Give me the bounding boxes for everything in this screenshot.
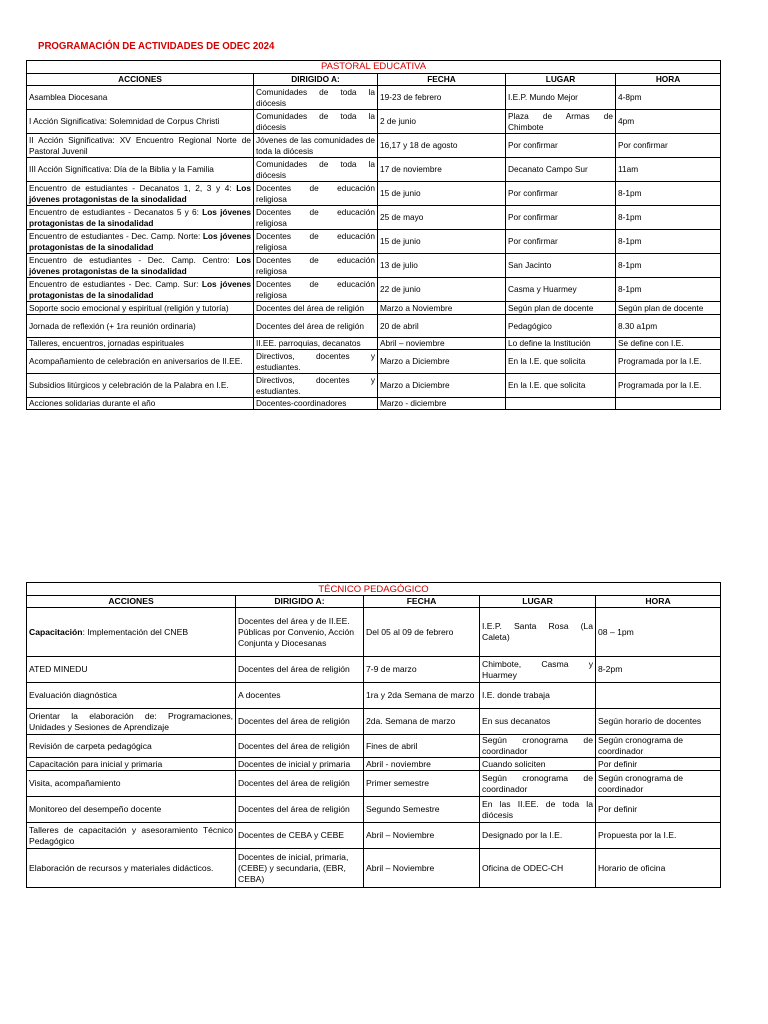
cell-dirigido: Docentes del área de religión <box>254 315 378 338</box>
cell-lugar: I.E.P. Santa Rosa (La Caleta) <box>480 608 596 657</box>
header-acciones: ACCIONES <box>27 596 236 608</box>
table-row <box>27 683 721 709</box>
table-row <box>27 230 721 254</box>
header-lugar: LUGAR <box>480 596 596 608</box>
cell-hora <box>596 683 721 709</box>
cell-fecha: Abril – Noviembre <box>364 823 480 849</box>
cell-fecha: Marzo a Noviembre <box>378 302 506 315</box>
cell-lugar: Por confirmar <box>506 206 616 230</box>
accion-text: Talleres de capacitación y asesoramiento Técnico Pedagógico <box>29 824 233 846</box>
table-row <box>27 735 721 758</box>
cell-dirigido: Docentes del área de religión <box>236 797 364 823</box>
cell-dirigido: Comunidades de toda la diócesis <box>254 110 378 134</box>
cell-accion <box>27 86 254 110</box>
cell-fecha: 19-23 de febrero <box>378 86 506 110</box>
accion-text: Encuentro de estudiantes - Dec. Camp. Centro: <box>29 255 237 265</box>
table-row <box>27 608 721 657</box>
table-row <box>27 849 721 888</box>
accion-text: Encuentro de estudiantes - Dec. Camp. Sur: <box>29 279 202 289</box>
cell-dirigido: Docentes de educación religiosa <box>254 182 378 206</box>
cell-lugar: Oficina de ODEC-CH <box>480 849 596 888</box>
cell-hora: 8-1pm <box>616 182 721 206</box>
cell-hora: 8.30 a1pm <box>616 315 721 338</box>
table-row <box>27 254 721 278</box>
cell-accion <box>27 338 254 350</box>
cell-lugar: I.E.P. Mundo Mejor <box>506 86 616 110</box>
pastoral-section-title: PASTORAL EDUCATIVA <box>27 61 721 74</box>
cell-accion <box>27 254 254 278</box>
cell-hora: Según cronograma de coordinador <box>596 735 721 758</box>
cell-hora: 11am <box>616 158 721 182</box>
cell-lugar: En la I.E. que solicita <box>506 350 616 374</box>
cell-lugar: Por confirmar <box>506 182 616 206</box>
table-row <box>27 315 721 338</box>
cell-hora: 8-2pm <box>596 657 721 683</box>
accion-text: Asamblea Diocesana <box>29 92 108 103</box>
cell-hora: Según horario de docentes <box>596 709 721 735</box>
cell-lugar: Decanato Campo Sur <box>506 158 616 182</box>
table-row <box>27 134 721 158</box>
cell-accion <box>27 735 236 758</box>
cell-hora: Horario de oficina <box>596 849 721 888</box>
cell-lugar: Lo define la Institución <box>506 338 616 350</box>
table-row <box>27 657 721 683</box>
cell-lugar: Por confirmar <box>506 230 616 254</box>
accion-text: III Acción Significativa: Día de la Biblia y la Familia <box>29 164 214 175</box>
table-row <box>27 182 721 206</box>
accion-emphasis: Capacitación <box>29 626 83 637</box>
header-acciones: ACCIONES <box>27 74 254 86</box>
table-row <box>27 206 721 230</box>
table-row <box>27 350 721 374</box>
accion-text: Jornada de reflexión (+ 1ra reunión ordinaria) <box>29 320 196 331</box>
cell-accion <box>27 771 236 797</box>
cell-lugar: Según plan de docente <box>506 302 616 315</box>
cell-fecha: 2 de junio <box>378 110 506 134</box>
cell-accion <box>27 278 254 302</box>
table-row <box>27 278 721 302</box>
accion-text: Talleres, encuentros, jornadas espirituales <box>29 338 184 349</box>
accion-text: Encuentro de estudiantes - Decanatos 5 y 6: <box>29 207 203 217</box>
table-row <box>27 110 721 134</box>
cell-fecha: 13 de julio <box>378 254 506 278</box>
cell-fecha: 1ra y 2da Semana de marzo <box>364 683 480 709</box>
cell-dirigido: Docentes de educación religiosa <box>254 230 378 254</box>
cell-dirigido: Docentes del área y de II.EE. Públicas por Convenio, Acción Conjunta y Diocesanas <box>236 608 364 657</box>
cell-accion <box>27 230 254 254</box>
cell-fecha: 16,17 y 18 de agosto <box>378 134 506 158</box>
tecnico-table <box>26 582 721 888</box>
cell-accion <box>27 657 236 683</box>
cell-accion <box>27 158 254 182</box>
cell-fecha: Abril – Noviembre <box>364 849 480 888</box>
cell-fecha: 22 de junio <box>378 278 506 302</box>
cell-lugar <box>506 398 616 410</box>
cell-hora: Según plan de docente <box>616 302 721 315</box>
cell-lugar: En sus decanatos <box>480 709 596 735</box>
cell-accion <box>27 823 236 849</box>
cell-lugar: Pedagógico <box>506 315 616 338</box>
accion-text: Visita, acompañamiento <box>29 778 121 788</box>
cell-fecha: 2da. Semana de marzo <box>364 709 480 735</box>
cell-fecha: Segundo Semestre <box>364 797 480 823</box>
cell-accion <box>27 709 236 735</box>
accion-text: Revisión de carpeta pedagógica <box>29 740 152 751</box>
cell-accion <box>27 302 254 315</box>
header-fecha: FECHA <box>378 74 506 86</box>
cell-accion <box>27 758 236 771</box>
cell-hora <box>616 398 721 410</box>
table-row <box>27 797 721 823</box>
cell-fecha: 15 de junio <box>378 182 506 206</box>
tecnico-section-title: TÉCNICO PEDAGÓGICO <box>27 583 721 596</box>
accion-text: II Acción Significativa: XV Encuentro Regional Norte de Pastoral Juvenil <box>29 135 251 156</box>
cell-hora: Programada por la I.E. <box>616 350 721 374</box>
accion-text: Soporte socio emocional y espiritual (religión y tutoría) <box>29 302 229 313</box>
accion-text: Acciones solidarias durante el año <box>29 398 156 409</box>
cell-accion <box>27 374 254 398</box>
cell-fecha: Primer semestre <box>364 771 480 797</box>
cell-dirigido: Docentes del área de religión <box>236 735 364 758</box>
table-row <box>27 158 721 182</box>
table-row <box>27 302 721 315</box>
cell-dirigido: Jóvenes de las comunidades de toda la diócesis <box>254 134 378 158</box>
document-title: PROGRAMACIÓN DE ACTIVIDADES DE ODEC 2024 <box>38 40 275 52</box>
cell-accion <box>27 182 254 206</box>
accion-emphasis: Los jóvenes protagonistas de la sinodalidad <box>29 231 251 252</box>
accion-text: ATED MINEDU <box>29 664 88 674</box>
table-row <box>27 338 721 350</box>
accion-text: Capacitación para inicial y primaria <box>29 758 163 769</box>
accion-text: Orientar la elaboración de: Programaciones, Unidades y Sesiones de Aprendizaje <box>29 710 233 732</box>
cell-lugar: En las II.EE. de toda la diócesis <box>480 797 596 823</box>
accion-text: I Acción Significativa: Solemnidad de Corpus Christi <box>29 116 220 127</box>
cell-accion <box>27 849 236 888</box>
cell-accion <box>27 398 254 410</box>
cell-fecha: 25 de mayo <box>378 206 506 230</box>
accion-text: Encuentro de estudiantes - Dec. Camp. Norte: <box>29 231 203 241</box>
accion-text: Elaboración de recursos y materiales didácticos. <box>29 862 214 873</box>
cell-dirigido: Docentes de educación religiosa <box>254 278 378 302</box>
cell-accion <box>27 110 254 134</box>
accion-text: Monitoreo del desempeño docente <box>29 804 162 814</box>
cell-dirigido: A docentes <box>236 683 364 709</box>
table-row <box>27 758 721 771</box>
cell-fecha: Fines de abril <box>364 735 480 758</box>
cell-dirigido: Docentes de educación religiosa <box>254 254 378 278</box>
accion-text: Acompañamiento de celebración en aniversarios de II.EE. <box>29 356 243 367</box>
cell-accion <box>27 315 254 338</box>
cell-dirigido: Docentes de inicial y primaria <box>236 758 364 771</box>
cell-lugar: San Jacinto <box>506 254 616 278</box>
accion-emphasis: Los jóvenes protagonistas de la sinodalidad <box>29 207 251 228</box>
cell-lugar: Casma y Huarmey <box>506 278 616 302</box>
cell-dirigido: Comunidades de toda la diócesis <box>254 86 378 110</box>
header-dirigido: DIRIGIDO A: <box>236 596 364 608</box>
cell-lugar: Chimbote, Casma y Huarmey <box>480 657 596 683</box>
accion-text: Subsidios litúrgicos y celebración de la Palabra en I.E. <box>29 380 229 391</box>
table-row <box>27 771 721 797</box>
header-fecha: FECHA <box>364 596 480 608</box>
cell-dirigido: Docentes del área de religión <box>254 302 378 315</box>
cell-fecha: 15 de junio <box>378 230 506 254</box>
accion-emphasis: Los jóvenes protagonistas de la sinodalidad <box>29 279 251 300</box>
cell-accion <box>27 608 236 657</box>
cell-hora: Propuesta por la I.E. <box>596 823 721 849</box>
cell-dirigido: Docentes del área de religión <box>236 657 364 683</box>
cell-fecha: Abril – noviembre <box>378 338 506 350</box>
cell-hora: Por definir <box>596 758 721 771</box>
cell-lugar: Cuando soliciten <box>480 758 596 771</box>
cell-hora: Según cronograma de coordinador <box>596 771 721 797</box>
accion-emphasis: Los jóvenes protagonistas de la sinodalidad <box>29 183 251 204</box>
header-hora: HORA <box>616 74 721 86</box>
cell-fecha: Marzo - diciembre <box>378 398 506 410</box>
cell-hora: 4-8pm <box>616 86 721 110</box>
cell-hora: Por definir <box>596 797 721 823</box>
cell-dirigido: Docentes de inicial, primaria, (CEBE) y secundaria, (EBR, CEBA) <box>236 849 364 888</box>
table-row <box>27 823 721 849</box>
cell-hora: 8-1pm <box>616 278 721 302</box>
accion-emphasis: Los jóvenes protagonistas de la sinodalidad <box>29 255 251 276</box>
cell-hora: 08 – 1pm <box>596 608 721 657</box>
header-lugar: LUGAR <box>506 74 616 86</box>
header-hora: HORA <box>596 596 721 608</box>
cell-hora: Programada por la I.E. <box>616 374 721 398</box>
table-row <box>27 86 721 110</box>
cell-fecha: Marzo a Diciembre <box>378 350 506 374</box>
cell-accion <box>27 350 254 374</box>
cell-hora: 8-1pm <box>616 254 721 278</box>
pastoral-table <box>26 60 721 410</box>
header-dirigido: DIRIGIDO A: <box>254 74 378 86</box>
cell-fecha: 17 de noviembre <box>378 158 506 182</box>
cell-lugar: Plaza de Armas de Chimbote <box>506 110 616 134</box>
table-row <box>27 398 721 410</box>
cell-dirigido: Docentes-coordinadores <box>254 398 378 410</box>
cell-lugar: Por confirmar <box>506 134 616 158</box>
cell-hora: Se define con I.E. <box>616 338 721 350</box>
cell-lugar: Según cronograma de coordinador <box>480 735 596 758</box>
table-row <box>27 374 721 398</box>
cell-accion <box>27 206 254 230</box>
accion-text: Evaluación diagnóstica <box>29 690 117 700</box>
cell-lugar: En la I.E. que solicita <box>506 374 616 398</box>
cell-accion <box>27 683 236 709</box>
accion-text: : Implementación del CNEB <box>82 626 189 637</box>
cell-dirigido: Directivos, docentes y estudiantes. <box>254 350 378 374</box>
accion-text: Encuentro de estudiantes - Decanatos 1, 2, 3 y 4: <box>29 183 237 193</box>
cell-lugar: I.E. donde trabaja <box>480 683 596 709</box>
cell-hora: 8-1pm <box>616 230 721 254</box>
cell-dirigido: Comunidades de toda la diócesis <box>254 158 378 182</box>
cell-hora: 4pm <box>616 110 721 134</box>
cell-fecha: Marzo a Diciembre <box>378 374 506 398</box>
cell-accion <box>27 797 236 823</box>
cell-dirigido: Docentes de CEBA y CEBE <box>236 823 364 849</box>
cell-fecha: 20 de abril <box>378 315 506 338</box>
cell-dirigido: Docentes del área de religión <box>236 709 364 735</box>
cell-lugar: Según cronograma de coordinador <box>480 771 596 797</box>
cell-dirigido: Docentes del área de religión <box>236 771 364 797</box>
cell-hora: Por confirmar <box>616 134 721 158</box>
cell-dirigido: II.EE. parroquias, decanatos <box>254 338 378 350</box>
cell-dirigido: Directivos, docentes y estudiantes. <box>254 374 378 398</box>
cell-dirigido: Docentes de educación religiosa <box>254 206 378 230</box>
table-row <box>27 709 721 735</box>
cell-fecha: Abril - noviembre <box>364 758 480 771</box>
cell-fecha: Del 05 al 09 de febrero <box>364 608 480 657</box>
cell-accion <box>27 134 254 158</box>
cell-lugar: Designado por la I.E. <box>480 823 596 849</box>
cell-hora: 8-1pm <box>616 206 721 230</box>
cell-fecha: 7-9 de marzo <box>364 657 480 683</box>
